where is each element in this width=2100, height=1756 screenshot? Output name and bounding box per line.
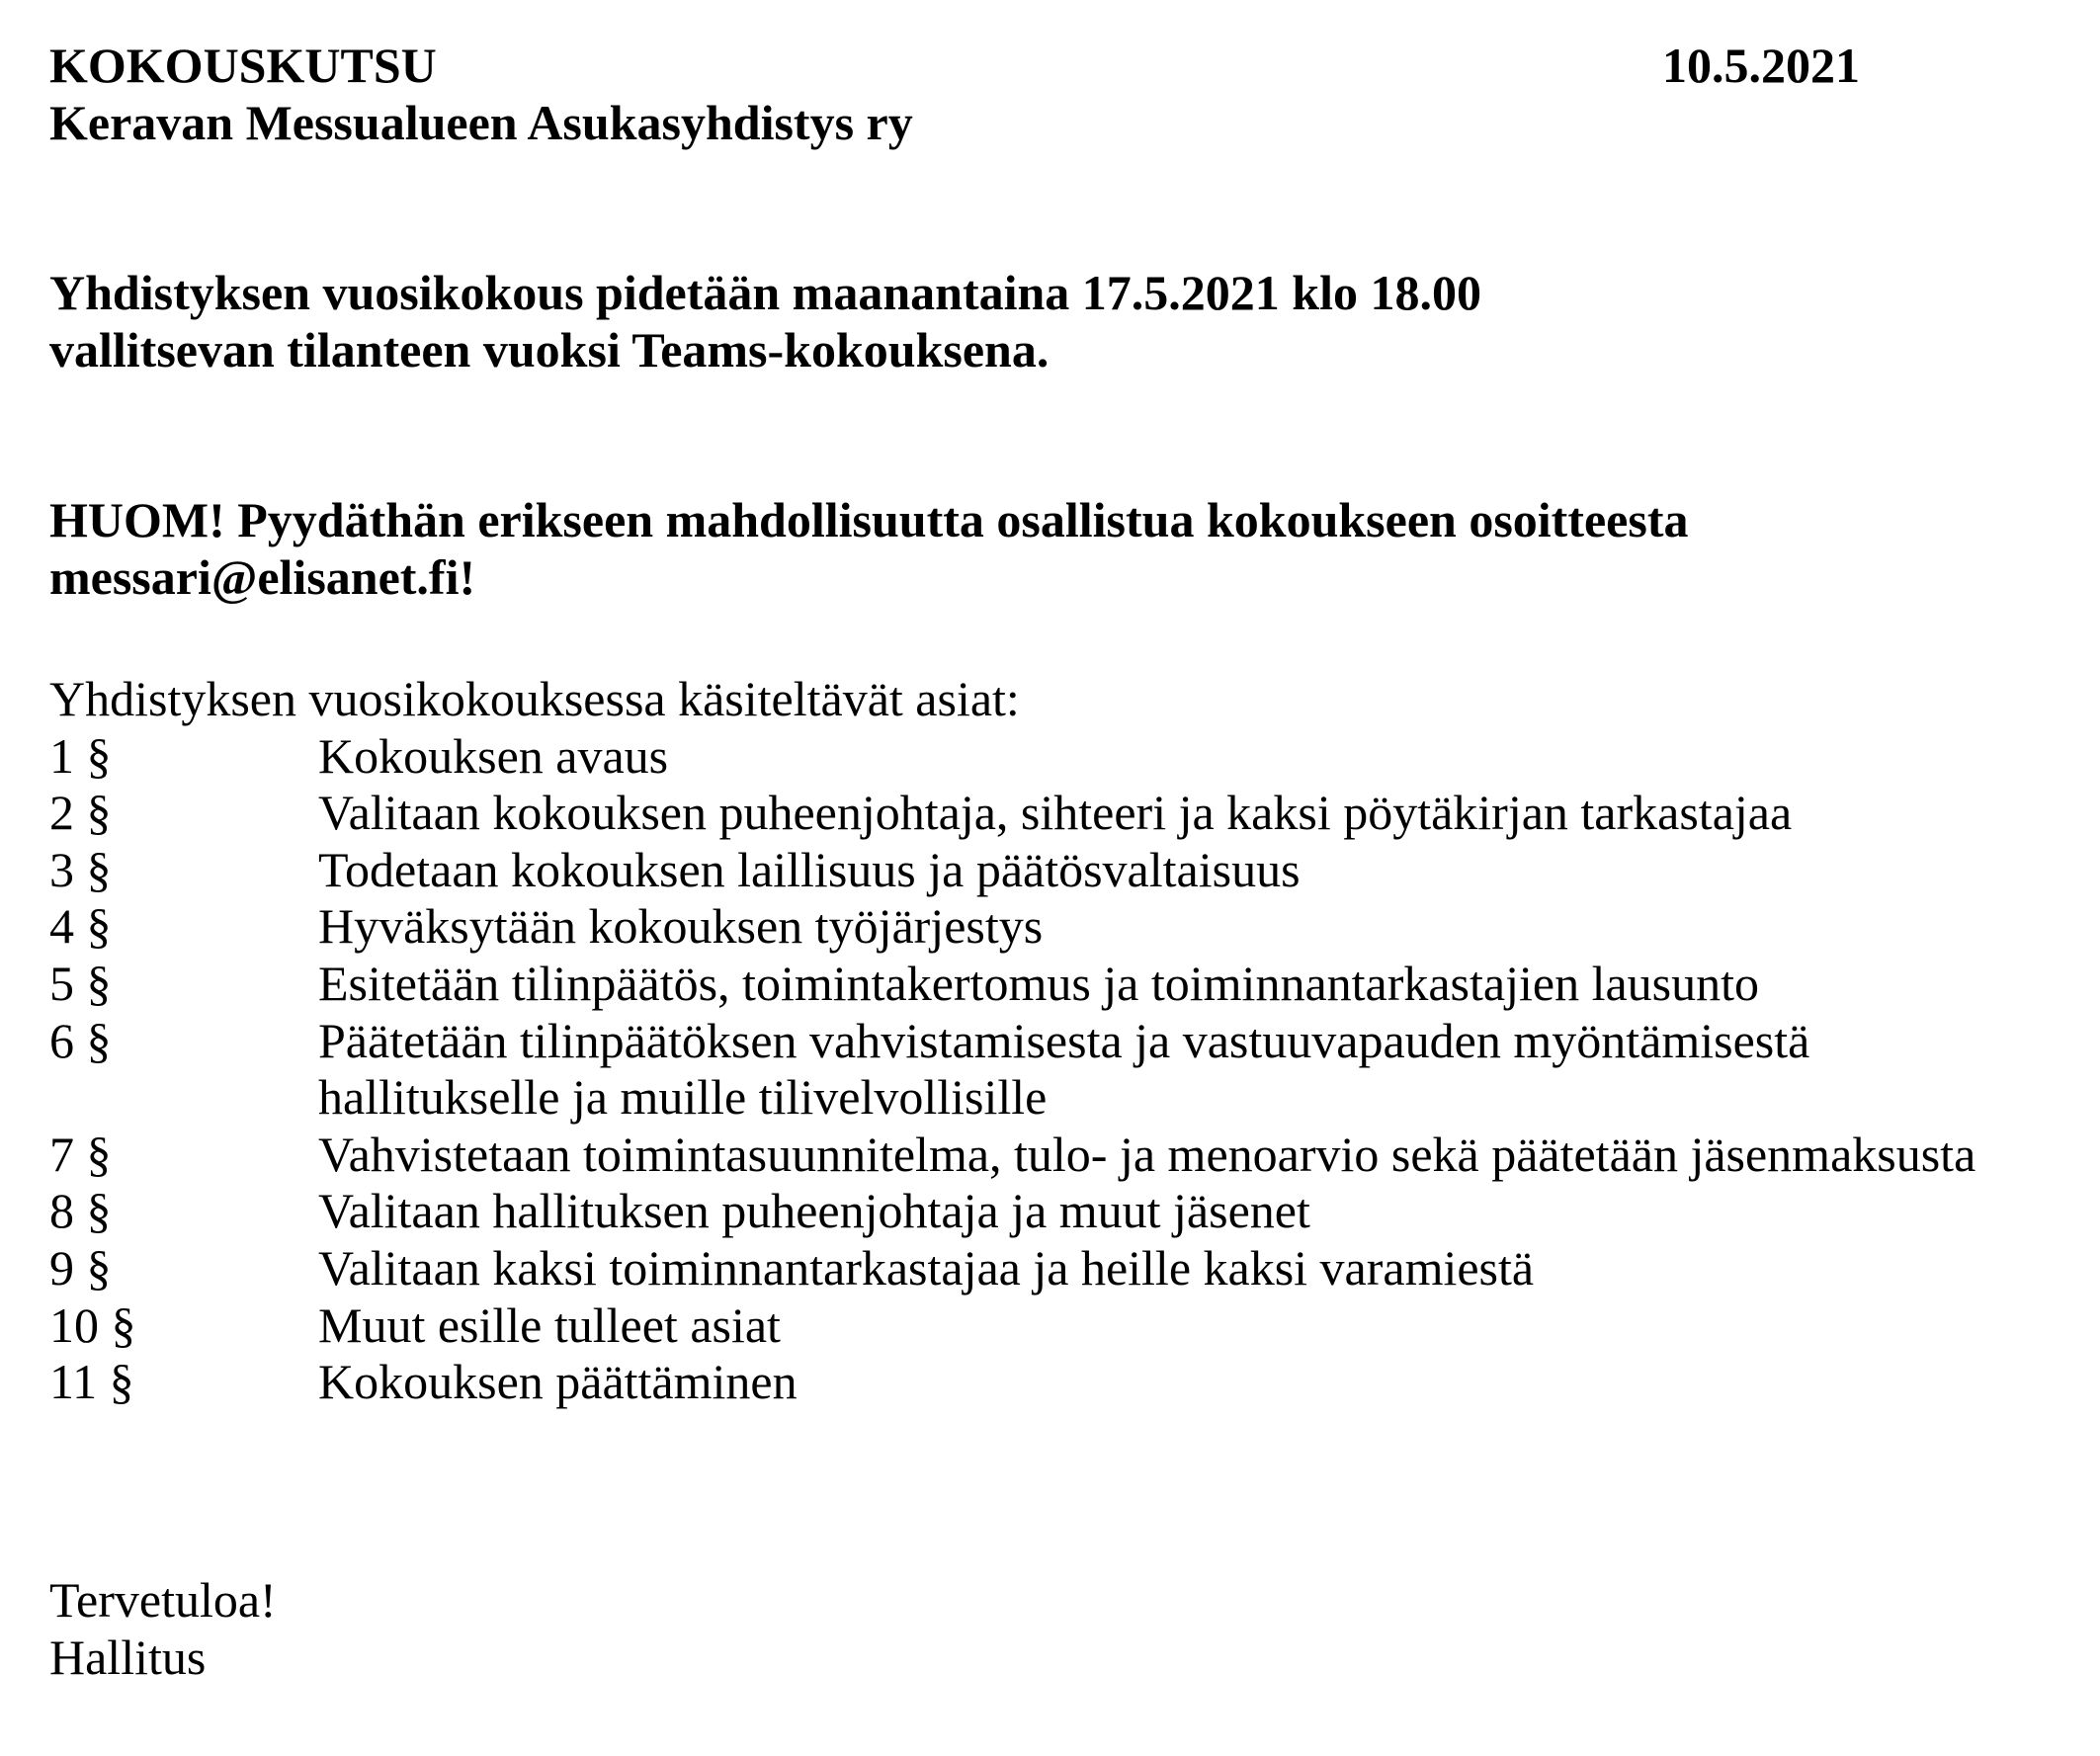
notice-email: messari@elisanet.fi! bbox=[49, 548, 476, 605]
announcement-line-2: vallitsevan tilanteen vuoksi Teams-kokouksena. bbox=[49, 321, 1050, 377]
announcement-line-1: Yhdistyksen vuosikokous pidetään maanantaina 17.5.2021 klo 18.00 bbox=[49, 265, 1481, 320]
agenda-item-text bbox=[318, 1013, 2056, 1127]
agenda-item-line: hallitukselle ja muille tilivelvollisille bbox=[318, 1069, 1048, 1126]
organization-name bbox=[49, 95, 913, 152]
agenda-item-text bbox=[318, 1183, 2056, 1240]
title-text: KOKOUSKUTSU bbox=[49, 38, 437, 93]
agenda-item bbox=[49, 898, 2056, 956]
meeting-announcement bbox=[49, 265, 1481, 378]
agenda-item-line: Valitaan kaksi toiminnantarkastajaa ja heille kaksi varamiestä bbox=[318, 1239, 1535, 1296]
agenda-item-line: Muut esille tulleet asiat bbox=[318, 1296, 781, 1353]
agenda-item-number: 5 § bbox=[49, 955, 112, 1011]
agenda-item-text bbox=[318, 1127, 2056, 1184]
document-date: 10.5.2021 bbox=[1662, 38, 1860, 93]
agenda-intro: Yhdistyksen vuosikokouksessa käsiteltävät asiat: bbox=[49, 671, 1020, 726]
agenda-item-line: Kokouksen päättäminen bbox=[318, 1354, 798, 1410]
agenda-item-line: Valitaan hallituksen puheenjohtaja ja muut jäsenet bbox=[318, 1183, 1310, 1239]
agenda-item-text bbox=[318, 898, 2056, 956]
closing bbox=[49, 1572, 277, 1686]
agenda-item-number: 3 § bbox=[49, 841, 112, 897]
agenda-item-number: 7 § bbox=[49, 1126, 112, 1182]
agenda-item bbox=[49, 1240, 2056, 1297]
agenda-item-number: 1 § bbox=[49, 727, 112, 784]
agenda-item bbox=[49, 785, 2056, 842]
agenda-item bbox=[49, 728, 2056, 786]
agenda-item bbox=[49, 1183, 2056, 1240]
participation-notice bbox=[49, 492, 1688, 606]
organization-text: Keravan Messualueen Asukasyhdistys ry bbox=[49, 95, 913, 150]
agenda-item-text bbox=[318, 956, 2056, 1013]
agenda-item-number: 10 § bbox=[49, 1296, 136, 1353]
agenda-item-number: 11 § bbox=[49, 1354, 134, 1410]
agenda-item bbox=[49, 956, 2056, 1013]
agenda-item bbox=[49, 1354, 2056, 1411]
agenda-item-line: Kokouksen avaus bbox=[318, 727, 669, 784]
agenda-item bbox=[49, 842, 2056, 899]
agenda-item bbox=[49, 1297, 2056, 1355]
agenda-item-line: Hyväksytään kokouksen työjärjestys bbox=[318, 898, 1044, 955]
agenda-item-line: Vahvistetaan toimintasuunnitelma, tulo- ja menoarvio sekä päätetään jäsenmaksusta bbox=[318, 1126, 1976, 1182]
agenda-item-number: 2 § bbox=[49, 785, 112, 841]
agenda-item-text bbox=[318, 785, 2056, 842]
agenda-item-text bbox=[318, 1297, 2056, 1355]
agenda-item-number: 4 § bbox=[49, 898, 112, 955]
agenda-item bbox=[49, 1013, 2056, 1127]
agenda-item-line: Esitetään tilinpäätös, toimintakertomus ja toiminnantarkastajien lausunto bbox=[318, 955, 1760, 1011]
agenda-item-line: Päätetään tilinpäätöksen vahvistamisesta ja vastuuvapauden myöntämisestä bbox=[318, 1012, 1810, 1068]
agenda-item-number: 6 § bbox=[49, 1012, 112, 1068]
notice-line-1: HUOM! Pyydäthän erikseen mahdollisuutta osallistua kokoukseen osoitteesta bbox=[49, 492, 1689, 547]
document-title bbox=[49, 38, 437, 95]
agenda-item-text bbox=[318, 1354, 2056, 1411]
agenda-item-text bbox=[318, 728, 2056, 786]
agenda-item-text bbox=[318, 842, 2056, 899]
agenda bbox=[49, 671, 2056, 1411]
closing-greeting: Tervetuloa! bbox=[49, 1572, 277, 1628]
agenda-item-number: 8 § bbox=[49, 1183, 112, 1239]
agenda-item bbox=[49, 1127, 2056, 1184]
agenda-item-line: Todetaan kokouksen laillisuus ja päätösvaltaisuus bbox=[318, 841, 1301, 897]
agenda-item-line: Valitaan kokouksen puheenjohtaja, sihteeri ja kaksi pöytäkirjan tarkastajaa bbox=[318, 785, 1793, 841]
closing-signature: Hallitus bbox=[49, 1629, 207, 1685]
agenda-list bbox=[49, 728, 2056, 1411]
agenda-item-text bbox=[318, 1240, 2056, 1297]
agenda-item-number: 9 § bbox=[49, 1239, 112, 1296]
